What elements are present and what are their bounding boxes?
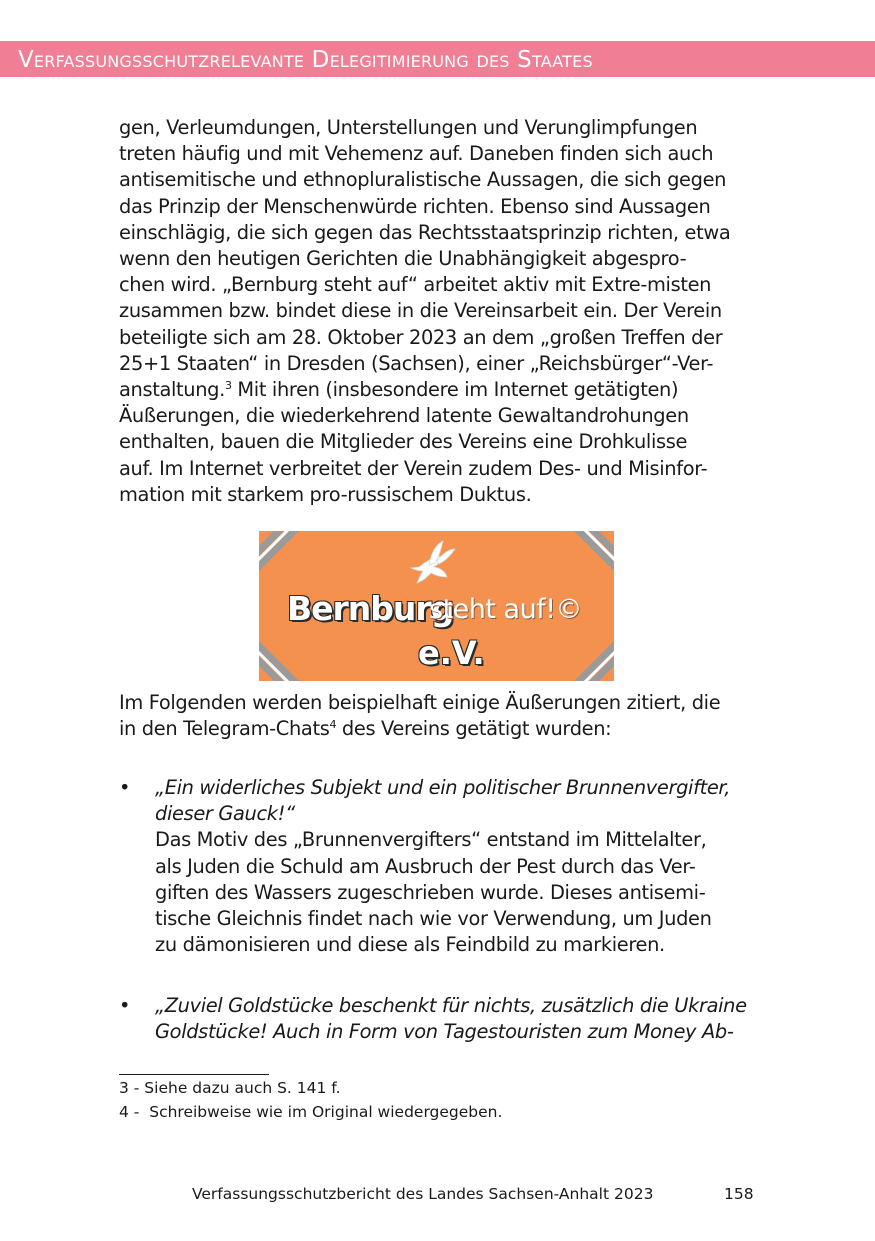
text-line: zusammen bzw. bindet diese in die Vereinsarbeit ein. Der Verein [119, 299, 722, 323]
text-fragment: anstaltung. [119, 378, 225, 402]
text-fragment: des Vereins getätigt wurden: [336, 717, 612, 741]
text-line: mation mit starkem pro-russischem Duktus. [119, 482, 532, 506]
text-line: beteiligte sich am 28. Oktober 2023 an dem „großen Treffen der [119, 325, 723, 349]
text-line: das Prinzip der Menschenwürde richten. Ebenso sind Aussagen [119, 194, 711, 218]
footnote-3: 3 - Siehe dazu auch S. 141 f. [119, 1079, 341, 1097]
text-line: chen wird. „Bernburg steht auf“ arbeitet aktiv mit Extre-misten [119, 273, 712, 297]
footnote-ref-3[interactable]: 3 [224, 379, 232, 393]
text-line: gen, Verleumdungen, Unterstellungen und Verunglimpfungen [119, 116, 698, 139]
quote-line: Goldstücke! Auch in Form von Tagestouristen zum Money Ab- [155, 1020, 734, 1044]
page-number: 158 [724, 1185, 754, 1203]
paragraph-2 [119, 690, 759, 742]
page-header-title: Verfassungsschutzrelevante Delegitimierung des Staates [18, 47, 593, 73]
text-line: einschlägig, die sich gegen das Rechtsstaatsprinzip richten, etwa [119, 220, 731, 244]
page-footer-title: Verfassungsschutzbericht des Landes Sachsen-Anhalt 2023 [192, 1185, 654, 1203]
logo-text-bernburg: Bernburg [287, 589, 454, 628]
text-line: Das Motiv des „Brunnenvergifters“ entstand im Mittelalter, [155, 828, 707, 852]
quote-line: dieser Gauck!“ [155, 802, 295, 826]
text-line: enthalten, bauen die Mitglieder des Vereins eine Drohkulisse [119, 430, 688, 454]
bullet-marker: • [119, 994, 131, 1017]
bernburg-logo-image [259, 531, 614, 681]
quote-line: „Zuviel Goldstücke beschenkt für nichts, zusätzlich die Ukraine [155, 994, 747, 1017]
text-line: Äußerungen, die wiederkehrend latente Gewaltandrohungen [119, 404, 689, 428]
text-line: wenn den heutigen Gerichten die Unabhängigkeit abgespro- [119, 247, 687, 271]
bullet-item-2 [155, 993, 765, 1045]
logo-text-steht-auf: steht auf!© [429, 594, 583, 625]
text-fragment: in den Telegram-Chats [119, 717, 330, 741]
text-line-with-footnote [119, 716, 759, 742]
text-line: antisemitische und ethnopluralistische Aussagen, die sich gegen [119, 168, 727, 192]
paragraph-1 [119, 115, 759, 508]
text-line: giften des Wassers zugeschrieben wurde. Dieses antisemi- [155, 880, 706, 904]
text-line: tische Gleichnis findet nach wie vor Verwendung, um Juden [155, 907, 712, 931]
logo-text-ev: e.V. [418, 634, 485, 672]
text-line: auf. Im Internet verbreitet der Verein zudem Des- und Misinfor- [119, 456, 708, 480]
quote-line: „Ein widerliches Subjekt und ein politischer Brunnenvergifter, [155, 776, 731, 799]
bullet-marker: • [119, 776, 131, 799]
footnote-4: 4 - Schreibweise wie im Original wiedergegeben. [119, 1103, 503, 1121]
bullet-item-1 [155, 775, 765, 958]
text-fragment: Mit ihren (insbesondere im Internet getätigten) [231, 378, 679, 402]
text-line: Im Folgenden werden beispielhaft einige Äußerungen zitiert, die [119, 691, 721, 714]
footnote-divider [119, 1074, 269, 1075]
text-line-with-footnote [119, 377, 759, 403]
text-line: 25+1 Staaten“ in Dresden (Sachsen), einer „Reichsbürger“-Ver- [119, 351, 714, 375]
footnote-ref-4[interactable]: 4 [329, 718, 337, 732]
text-line: treten häufig und mit Vehemenz auf. Daneben finden sich auch [119, 142, 714, 166]
text-line: zu dämonisieren und diese als Feindbild zu markieren. [155, 933, 665, 957]
text-line: als Juden die Schuld am Ausbruch der Pest durch das Ver- [155, 854, 696, 878]
